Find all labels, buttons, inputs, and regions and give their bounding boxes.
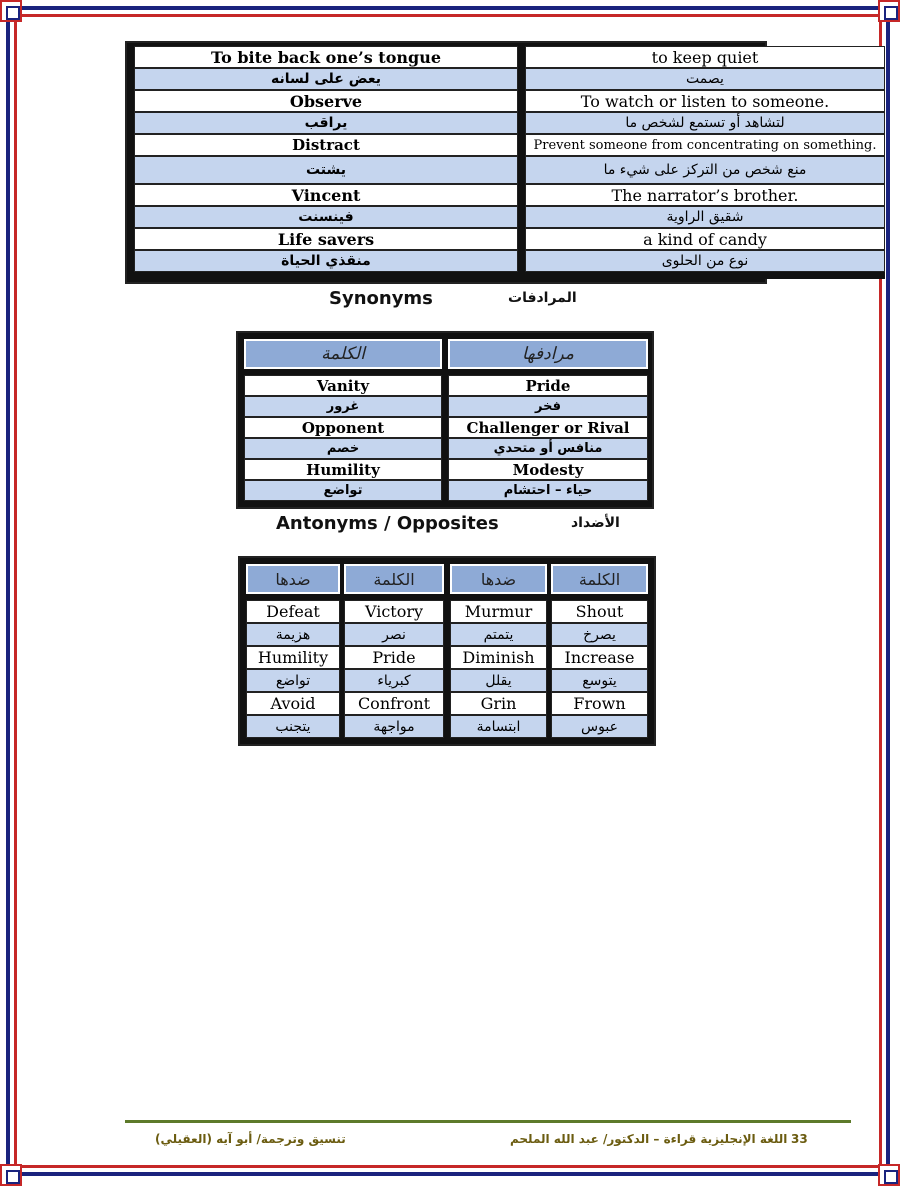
antonyms-cell: Defeat [246,600,340,623]
synonyms-cell: Opponent [244,417,442,438]
synonyms-synonyms-column [448,375,648,501]
antonyms-column [450,600,547,738]
antonyms-cell: Increase [551,646,648,669]
vocab-definition-cell: to keep quiet [525,46,885,68]
vocabulary-words-column [134,46,518,279]
synonyms-cell: حياء – احتشام [448,480,648,501]
antonyms-cell: Pride [344,646,444,669]
antonyms-cell: Frown [551,692,648,715]
antonyms-cell: يصرخ [551,623,648,646]
vocab-term-cell: Vincent [134,184,518,206]
footer-credit: تنسيق وترجمة/ أبو آيه (العقيلي) [155,1132,346,1146]
vocab-definition-cell: نوع من الحلوى [525,250,885,272]
synonyms-cell: منافس أو متحدي [448,438,648,459]
synonyms-words-column [244,375,442,501]
corner-ornament-icon [878,1164,900,1186]
synonyms-heading-arabic: المرادفات [508,290,577,306]
synonyms-cell: Pride [448,375,648,396]
antonyms-cell: Shout [551,600,648,623]
vocab-term-cell: فينسنت [134,206,518,228]
corner-ornament-icon [0,0,22,22]
vocab-definition-cell: Prevent someone from concentrating on something. [525,134,885,156]
antonyms-cell: يتوسع [551,669,648,692]
vocab-term-cell: يعض على لسانه [134,68,518,90]
vocabulary-meanings-column [525,46,885,279]
vocabulary-table [125,41,877,284]
synonyms-cell: Vanity [244,375,442,396]
vocab-definition-cell: a kind of candy [525,228,885,250]
synonyms-cell: Challenger or Rival [448,417,648,438]
synonyms-cell: خصم [244,438,442,459]
antonyms-cell: يقلل [450,669,547,692]
footer-divider [125,1120,851,1123]
vocab-term-cell: Observe [134,90,518,112]
antonyms-cell: Victory [344,600,444,623]
corner-ornament-icon [0,1164,22,1186]
antonyms-heading-arabic: الأضداد [571,515,620,531]
antonyms-cell: Confront [344,692,444,715]
antonyms-cell: Humility [246,646,340,669]
vocab-definition-cell: منع شخص من التركز على شيء ما [525,156,885,184]
synonyms-header-word: الكلمة [244,339,442,369]
antonyms-column [344,600,444,738]
antonyms-table [238,556,656,746]
antonyms-cell: Diminish [450,646,547,669]
antonyms-cell: نصر [344,623,444,646]
synonyms-heading: Synonyms [329,288,433,309]
antonyms-cell: كبرياء [344,669,444,692]
page-number: 33 [791,1132,808,1146]
antonyms-column [246,600,340,738]
antonyms-cell: مواجهة [344,715,444,738]
antonyms-cell: يتمتم [450,623,547,646]
antonyms-cell: Murmur [450,600,547,623]
antonyms-cell: عبوس [551,715,648,738]
vocab-definition-cell: لتشاهد أو تستمع لشخص ما [525,112,885,134]
antonyms-cell: هزيمة [246,623,340,646]
antonyms-header-cell: ضدها [450,564,547,594]
corner-ornament-icon [878,0,900,22]
synonyms-cell: Modesty [448,459,648,480]
antonyms-column [551,600,648,738]
vocab-term-cell: يشتت [134,156,518,184]
vocab-definition-cell: The narrator’s brother. [525,184,885,206]
antonyms-header-cell: الكلمة [344,564,444,594]
synonyms-cell: غرور [244,396,442,417]
synonyms-cell: فخر [448,396,648,417]
antonyms-header-cell: ضدها [246,564,340,594]
synonyms-cell: Humility [244,459,442,480]
antonyms-cell: Grin [450,692,547,715]
vocab-definition-cell: يصمت [525,68,885,90]
vocab-definition-cell: To watch or listen to someone. [525,90,885,112]
antonyms-cell: يتجنب [246,715,340,738]
synonyms-header-synonym: مرادفها [448,339,648,369]
synonyms-table [236,331,654,509]
vocab-term-cell: منقذي الحياة [134,250,518,272]
vocab-term-cell: Distract [134,134,518,156]
antonyms-cell: ابتسامة [450,715,547,738]
footer-title: اللغة الإنجليزية قراءة – الدكتور/ عبد الله الملحم [510,1132,788,1146]
synonyms-cell: تواضع [244,480,442,501]
antonyms-header-cell: الكلمة [551,564,648,594]
vocab-term-cell: Life savers [134,228,518,250]
antonyms-heading: Antonyms / Opposites [276,513,499,534]
antonyms-cell: Avoid [246,692,340,715]
antonyms-cell: تواضع [246,669,340,692]
vocab-term-cell: يراقب [134,112,518,134]
vocab-term-cell: To bite back one’s tongue [134,46,518,68]
vocab-definition-cell: شقيق الراوية [525,206,885,228]
